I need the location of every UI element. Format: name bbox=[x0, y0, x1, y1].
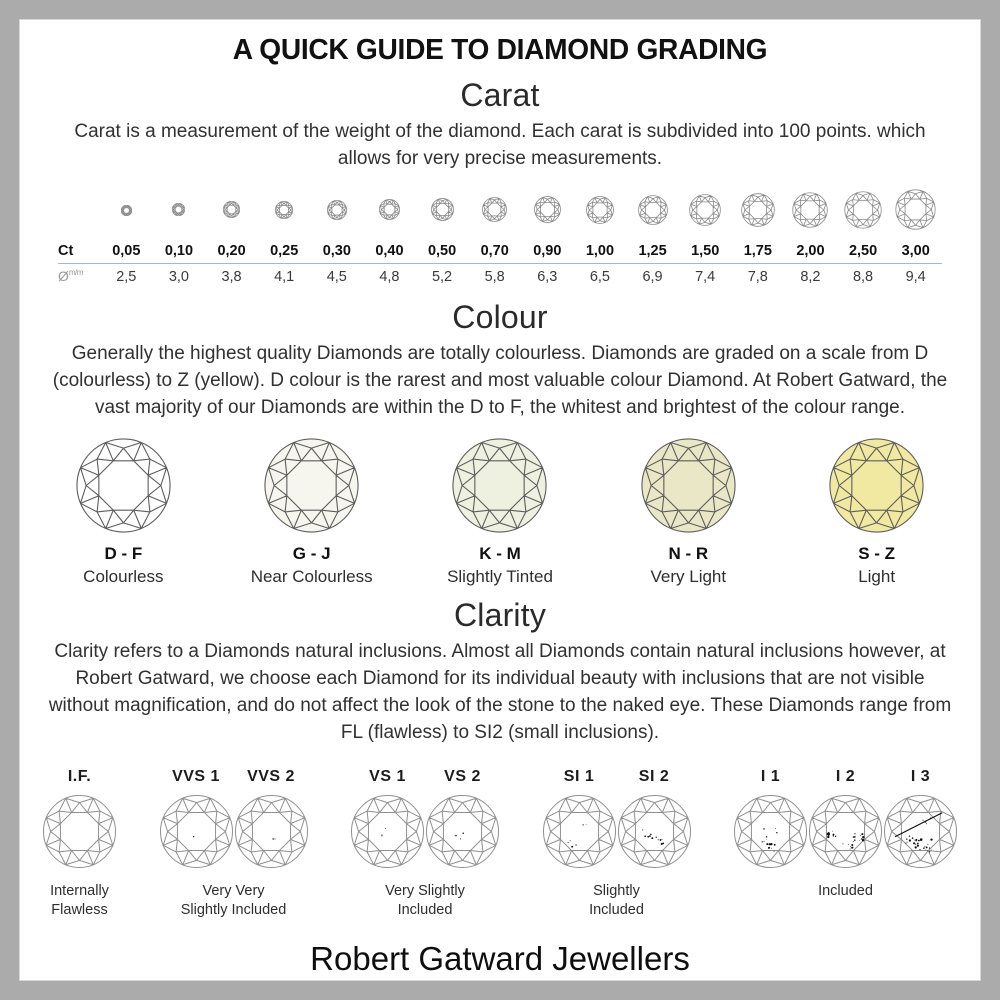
carat-row-label: Ct bbox=[58, 242, 74, 259]
colour-grade-range: D - F bbox=[104, 544, 143, 563]
diameter-value: 3,0 bbox=[153, 264, 206, 290]
round-brilliant-diamond-icon bbox=[263, 437, 360, 534]
guide-page bbox=[20, 20, 980, 980]
carat-section bbox=[20, 77, 980, 289]
carat-value: 1,50 bbox=[691, 242, 720, 259]
carat-size-table bbox=[58, 186, 942, 289]
carat-value: 0,70 bbox=[480, 242, 509, 259]
colour-grade-row bbox=[28, 435, 972, 587]
colour-grade-item bbox=[595, 435, 781, 587]
clarity-grade-label: VS 1 bbox=[369, 768, 406, 785]
round-brilliant-diamond-icon bbox=[234, 794, 309, 869]
clarity-stone-item bbox=[808, 768, 883, 874]
clarity-grade-label: I.F. bbox=[67, 768, 92, 785]
round-brilliant-diamond-icon bbox=[741, 193, 775, 227]
clarity-stone bbox=[883, 794, 958, 874]
round-brilliant-diamond-icon bbox=[172, 203, 185, 216]
carat-stone-cell bbox=[732, 186, 785, 238]
clarity-grade-label: VS 2 bbox=[444, 768, 481, 785]
colour-section bbox=[20, 299, 980, 587]
diameter-value: 6,9 bbox=[626, 264, 679, 290]
clarity-description: Clarity refers to a Diamonds natural inclusions. Almost all Diamonds contain natural inclusions however, at Robert Gatward, we choose each Diamond for its individual beauty with inclusions that are not visible without magnification, and do not affect the look of the stone to the naked eye. These Diamonds range from FL (flawless) to SI2 (small inclusions). bbox=[48, 641, 952, 743]
carat-stone-cell bbox=[679, 186, 732, 238]
clarity-group-caption: Included bbox=[818, 883, 873, 899]
clarity-group-caption: Slightly Included bbox=[589, 883, 644, 918]
carat-value: 0,30 bbox=[322, 242, 351, 259]
colour-grade-item bbox=[219, 435, 405, 587]
round-brilliant-diamond-icon bbox=[895, 189, 936, 230]
round-brilliant-diamond-icon bbox=[689, 194, 721, 226]
round-brilliant-diamond-icon bbox=[542, 794, 617, 869]
colour-grade-item bbox=[407, 435, 593, 587]
clarity-stone bbox=[808, 794, 883, 874]
carat-value: 3,00 bbox=[901, 242, 930, 259]
clarity-stone bbox=[542, 794, 617, 874]
carat-description: Carat is a measurement of the weight of the diamond. Each carat is subdivided into 100 points. which allows for very precise measurements. bbox=[74, 121, 926, 169]
carat-heading: Carat bbox=[460, 77, 540, 113]
diameter-value: 6,3 bbox=[521, 264, 574, 290]
round-brilliant-diamond-icon bbox=[586, 196, 614, 224]
round-brilliant-diamond-icon bbox=[451, 437, 548, 534]
brand-footer: Robert Gatward Jewellers bbox=[310, 940, 690, 977]
carat-value: 0,40 bbox=[375, 242, 404, 259]
colour-stone bbox=[30, 435, 216, 535]
round-brilliant-diamond-icon bbox=[617, 794, 692, 869]
colour-description: Generally the highest quality Diamonds are totally colourless. Diamonds are graded on a scale from D (colourless) to Z (yellow). D colour is the rarest and most valuable colour Diamond. At Robert Gatward, the vast majority of our Diamonds are within the D to F, the whitest and brightest of the colour range. bbox=[52, 343, 948, 418]
diameter-value: 9,4 bbox=[889, 264, 942, 290]
colour-grade-range: S - Z bbox=[858, 544, 896, 563]
carat-value: 0,25 bbox=[270, 242, 299, 259]
round-brilliant-diamond-icon bbox=[159, 794, 234, 869]
colour-stone bbox=[407, 435, 593, 535]
clarity-stones-row bbox=[42, 768, 117, 874]
diameter-value: 7,8 bbox=[732, 264, 785, 290]
diameter-unit: m/m bbox=[68, 268, 83, 278]
carat-stone-cell bbox=[416, 186, 469, 238]
inclusion-specks bbox=[192, 836, 193, 837]
clarity-group bbox=[350, 768, 500, 920]
colour-stone bbox=[784, 435, 970, 535]
round-brilliant-diamond-icon bbox=[223, 201, 240, 218]
round-brilliant-diamond-icon bbox=[844, 191, 882, 229]
clarity-stone bbox=[733, 794, 808, 874]
clarity-grade-label: VVS 2 bbox=[247, 768, 295, 785]
clarity-group-caption: Very Very Slightly Included bbox=[180, 883, 287, 918]
diameter-value: 4,8 bbox=[363, 264, 416, 290]
round-brilliant-diamond-icon bbox=[482, 197, 507, 222]
round-brilliant-diamond-icon bbox=[792, 192, 828, 228]
clarity-group bbox=[42, 768, 117, 920]
carat-value: 0,90 bbox=[533, 242, 562, 259]
clarity-group bbox=[159, 768, 309, 920]
carat-stone-cell bbox=[784, 186, 837, 238]
round-brilliant-diamond-icon bbox=[327, 200, 347, 220]
diameter-value: 6,5 bbox=[574, 264, 627, 290]
carat-value: 2,00 bbox=[796, 242, 825, 259]
clarity-stones-row bbox=[159, 768, 309, 874]
colour-heading: Colour bbox=[452, 299, 548, 335]
clarity-grade-row bbox=[42, 768, 958, 920]
round-brilliant-diamond-icon bbox=[534, 196, 561, 223]
colour-grade-item bbox=[784, 435, 970, 587]
carat-value: 1,75 bbox=[743, 242, 772, 259]
carat-stone-cell bbox=[521, 186, 574, 238]
clarity-stones-row bbox=[350, 768, 500, 874]
round-brilliant-diamond-icon bbox=[350, 794, 425, 869]
colour-stone bbox=[595, 435, 781, 535]
clarity-grade-label: SI 1 bbox=[563, 768, 595, 785]
carat-stone-cell bbox=[574, 186, 627, 238]
clarity-stone-item bbox=[617, 768, 692, 874]
clarity-stone bbox=[350, 794, 425, 874]
carat-stone-cell bbox=[363, 186, 416, 238]
clarity-group bbox=[542, 768, 692, 920]
carat-value: 1,25 bbox=[638, 242, 667, 259]
carat-value: 1,00 bbox=[585, 242, 615, 259]
clarity-stones-row bbox=[542, 768, 692, 874]
clarity-stone-item bbox=[234, 768, 309, 874]
clarity-group-caption: Very Slightly Included bbox=[385, 883, 465, 918]
round-brilliant-diamond-icon bbox=[733, 794, 808, 869]
diameter-icon: Ø bbox=[58, 268, 69, 284]
round-brilliant-diamond-icon bbox=[121, 205, 132, 216]
round-brilliant-diamond-icon bbox=[275, 201, 293, 219]
clarity-stone-item bbox=[425, 768, 500, 874]
clarity-stone bbox=[425, 794, 500, 874]
carat-stone-cell bbox=[626, 186, 679, 238]
colour-grade-name: Colourless bbox=[83, 567, 164, 586]
carat-value: 0,10 bbox=[164, 242, 194, 259]
clarity-grade-label: VVS 1 bbox=[172, 768, 220, 785]
round-brilliant-diamond-icon bbox=[425, 794, 500, 869]
colour-grade-name: Very Light bbox=[650, 567, 727, 586]
clarity-grade-label: I 1 bbox=[760, 768, 781, 785]
diameter-value: 8,2 bbox=[784, 264, 837, 290]
colour-grade-range: N - R bbox=[668, 544, 709, 563]
carat-stone-cell bbox=[837, 186, 890, 238]
round-brilliant-diamond-icon bbox=[828, 437, 925, 534]
carat-stone-cell bbox=[311, 186, 364, 238]
clarity-stone bbox=[617, 794, 692, 874]
clarity-stone-item bbox=[542, 768, 617, 874]
diameter-value: 4,1 bbox=[258, 264, 311, 290]
clarity-grade-label: I 2 bbox=[835, 768, 856, 785]
clarity-section bbox=[20, 597, 980, 920]
clarity-group-caption: Internally Flawless bbox=[50, 883, 109, 918]
clarity-stone bbox=[42, 794, 117, 874]
colour-stone bbox=[219, 435, 405, 535]
colour-grade-range: G - J bbox=[292, 544, 331, 563]
colour-grade-item bbox=[30, 435, 216, 587]
diameter-value: 3,8 bbox=[205, 264, 258, 290]
diameter-row-label bbox=[58, 264, 100, 290]
round-brilliant-diamond-icon bbox=[431, 198, 454, 221]
colour-grade-name: Slightly Tinted bbox=[447, 567, 553, 586]
clarity-grade-label: I 3 bbox=[910, 768, 931, 785]
diameter-value: 4,5 bbox=[311, 264, 364, 290]
round-brilliant-diamond-icon bbox=[379, 199, 400, 220]
clarity-heading: Clarity bbox=[453, 597, 547, 633]
round-brilliant-diamond-icon bbox=[42, 794, 117, 869]
diameter-value: 5,2 bbox=[416, 264, 469, 290]
colour-grade-name: Light bbox=[858, 567, 896, 586]
diameter-value: 7,4 bbox=[679, 264, 732, 290]
clarity-stone-item bbox=[883, 768, 958, 874]
carat-stone-cell bbox=[100, 186, 153, 238]
clarity-stone bbox=[159, 794, 234, 874]
round-brilliant-diamond-icon bbox=[638, 195, 668, 225]
clarity-stone bbox=[234, 794, 309, 874]
clarity-group bbox=[733, 768, 958, 901]
round-brilliant-diamond-icon bbox=[75, 437, 172, 534]
carat-stone-cell bbox=[889, 186, 942, 238]
round-brilliant-diamond-icon bbox=[808, 794, 883, 869]
clarity-stones-row bbox=[733, 768, 958, 874]
clarity-stone-item bbox=[42, 768, 117, 874]
page-title: A QUICK GUIDE TO DIAMOND GRADING bbox=[232, 34, 768, 66]
diameter-value: 8,8 bbox=[837, 264, 890, 290]
clarity-stone-item bbox=[733, 768, 808, 874]
diameter-value: 5,8 bbox=[468, 264, 521, 290]
round-brilliant-diamond-icon bbox=[640, 437, 737, 534]
carat-stone-cell bbox=[153, 186, 206, 238]
carat-value: 0,20 bbox=[217, 242, 246, 259]
carat-stone-cell bbox=[258, 186, 311, 238]
round-brilliant-diamond-icon bbox=[883, 794, 958, 869]
carat-value: 0,50 bbox=[427, 242, 457, 259]
clarity-grade-label: SI 2 bbox=[638, 768, 670, 785]
clarity-stone-item bbox=[159, 768, 234, 874]
carat-value: 2,50 bbox=[848, 242, 878, 259]
clarity-stone-item bbox=[350, 768, 425, 874]
carat-stone-cell bbox=[468, 186, 521, 238]
colour-grade-range: K - M bbox=[479, 544, 521, 563]
diameter-value: 2,5 bbox=[100, 264, 153, 290]
carat-value: 0,05 bbox=[112, 242, 141, 259]
carat-stone-cell bbox=[205, 186, 258, 238]
colour-grade-name: Near Colourless bbox=[250, 567, 373, 586]
